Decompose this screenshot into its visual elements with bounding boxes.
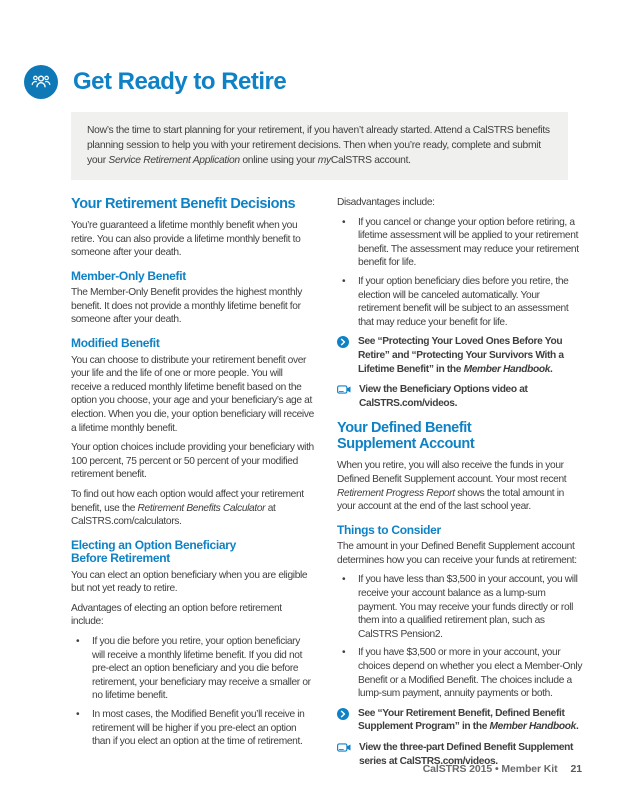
page-footer <box>423 763 582 775</box>
subsection-heading: Modified Benefit <box>71 336 160 351</box>
left-column <box>71 196 315 775</box>
body-paragraph: The Member-Only Benefit provides the highest monthly benefit. It does not provide a monthly lifetime benefit for someone after your death. <box>71 287 302 326</box>
bullet-item: • In most cases, the Modified Benefit you’ll receive in retirement will be higher if you pre-elect an option than if you elect an option at the time of retirement. <box>76 708 315 749</box>
section-heading: Your Defined Benefit Supplement Account <box>337 420 475 453</box>
bullet-item: • If you have less than $3,500 in your account, you will receive your account balance as a lump-sum payment. You may receive your funds directly or roll them into a qualified retirement plan, such as CalSTRS Pension2. <box>342 573 583 641</box>
bullet-item: • If your option beneficiary dies before you retire, the election will be canceled automatically. Your retirement benefit will be subject to an assessment that may reduce your benefit for life. <box>342 275 583 329</box>
body-paragraph: Your option choices include providing your beneficiary with 100 percent, 75 percent or 50 percent of your modified retirement benefit. <box>71 442 314 481</box>
body-paragraph: You can elect an option beneficiary when you are eligible but not yet ready to retire. <box>71 569 308 595</box>
body-paragraph: Advantages of electing an option before retirement include: <box>71 602 282 628</box>
two-column-body <box>71 196 583 775</box>
bullet-list <box>337 573 583 700</box>
section-heading: Your Retirement Benefit Decisions <box>71 196 296 212</box>
bullet-item: • If you have $3,500 or more in your account, your choices depend on whether you elect a Member-Only Benefit or a Modified Benefit. The choices include a lump-sum payment, annuity payments or both. <box>342 646 583 700</box>
intro-text: Now’s the time to start planning for your retirement, if you haven’t already started. Attend a CalSTRS benefits planning session to help you with your retirement decisions. Then when you’re ready, complete and submit your Service Retirement Application online using your myCalSTRS account. <box>87 125 550 166</box>
subsection-heading: Member-Only Benefit <box>71 268 186 283</box>
footer-text: CalSTRS 2015 • Member Kit <box>422 763 558 775</box>
body-paragraph: You’re guaranteed a lifetime monthly benefit when you retire. You can also provide a lifetime monthly benefit to someone after your death. <box>71 220 301 259</box>
bullet-item: • If you die before you retire, your option beneficiary will receive a monthly lifetime benefit. If you did not pre-elect an option beneficiary and you die before retirement, your beneficiary may receive a smaller or no lifetime benefit. <box>76 635 315 703</box>
video-camera-icon <box>337 383 351 410</box>
subsection-heading: Electing an Option Beneficiary Before Retirement <box>71 537 237 566</box>
chevron-circle-icon <box>337 335 350 376</box>
bullet-list <box>71 635 315 749</box>
see-reference-callout <box>337 707 583 734</box>
see-reference-callout <box>337 335 583 376</box>
body-paragraph: The amount in your Defined Benefit Supplement account determines how you can receive your funds at retirement: <box>337 541 577 566</box>
page-title: Get Ready to Retire <box>73 68 287 95</box>
subsection-heading: Things to Consider <box>337 522 441 537</box>
right-column <box>337 196 583 775</box>
intro-callout-box <box>71 112 568 180</box>
body-paragraph: Disadvantages include: <box>337 197 435 208</box>
callout-text: View the three-part Defined Benefit Supplement series at CalSTRS.com/videos. <box>359 741 574 767</box>
page-number: 21 <box>570 763 582 775</box>
bullet-list <box>337 216 583 330</box>
video-camera-icon <box>337 741 351 768</box>
body-paragraph: To find out how each option would affect your retirement benefit, use the Retirement Benefits Calculator at CalSTRS.com/calculators. <box>71 488 304 528</box>
video-callout <box>337 383 583 410</box>
body-paragraph: You can choose to distribute your retirement benefit over your life and the life of one or more people. You will receive a reduced monthly lifetime benefit based on the option you choose, your age and your beneficiary’s age at election. When you die, your option beneficiary will receive a lifetime monthly benefit. <box>71 354 314 434</box>
header-badge <box>24 65 58 99</box>
body-paragraph: When you retire, you will also receive the funds in your Defined Benefit Supplement account. Your most recent Retirement Progress Report shows the total amount in your account at the end of the last school year. <box>337 460 567 513</box>
chevron-circle-icon <box>337 707 350 734</box>
bullet-item: • If you cancel or change your option before retiring, a lifetime assessment will be applied to your retirement benefit. The assessment may reduce your retirement benefit for life. <box>342 216 583 270</box>
callout-text: See “Your Retirement Benefit, Defined Benefit Supplement Program” in the Member Handbook. <box>358 707 579 733</box>
callout-text: See “Protecting Your Loved Ones Before You Retire” and “Protecting Your Survivors With a Lifetime Benefit” in the Member Handbook. <box>358 336 564 375</box>
callout-text: View the Beneficiary Options video at CalSTRS.com/videos. <box>359 384 528 409</box>
page-header <box>24 65 286 99</box>
people-group-icon <box>30 71 52 93</box>
